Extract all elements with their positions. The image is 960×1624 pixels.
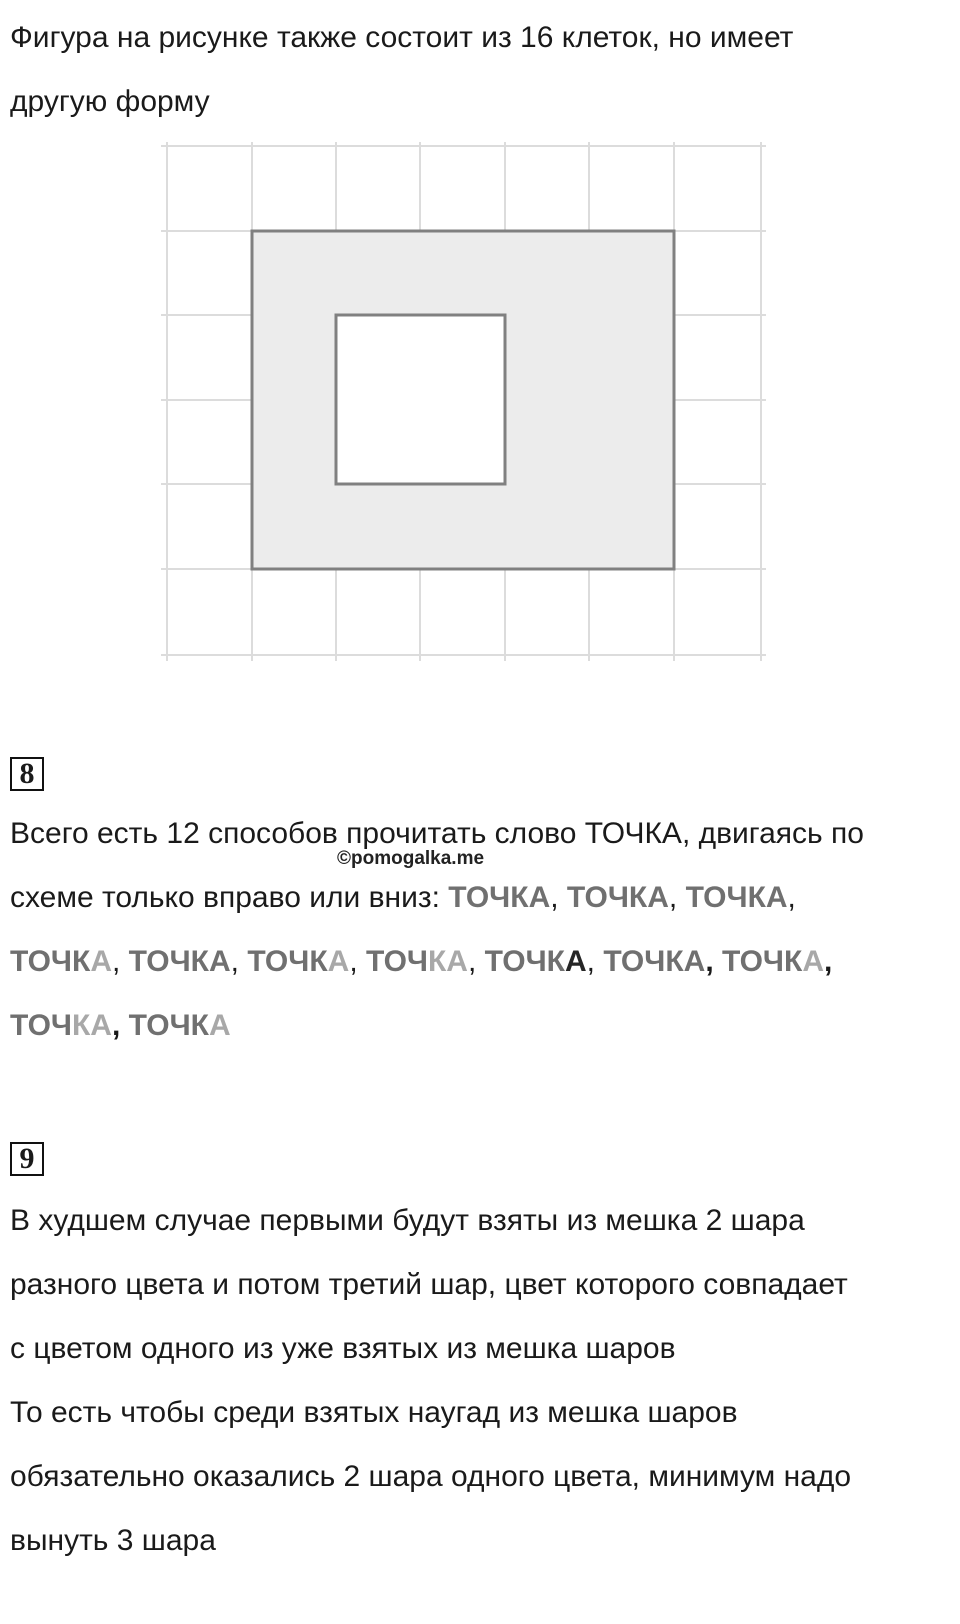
word-8: ТОЧКА [484,945,587,978]
word-5: ТОЧКА [128,945,231,978]
task8-line-3: ТОЧКА, ТОЧКА, ТОЧКА, ТОЧКА, ТОЧКА, ТОЧКА, ТОЧКА, [10,945,833,978]
task9-line-3: с цветом одного из уже взятых из мешка шаров [10,1332,676,1365]
word-9: ТОЧКА [603,945,706,978]
task9-line-2: разного цвета и потом третий шар, цвет которого совпадает [10,1268,848,1301]
word-2: ТОЧКА [566,881,669,914]
word-1: ТОЧКА [448,881,551,914]
task8-line-2: схеме только вправо или вниз: ТОЧКА, ТОЧКА, ТОЧКА, [10,881,796,914]
task9-line-4: То есть чтобы среди взятых наугад из мешка шаров [10,1396,738,1429]
intro-line-1: Фигура на рисунке также состоит из 16 клеток, но имеет [10,21,794,54]
task9-line-1: В худшем случае первыми будут взяты из мешка 2 шара [10,1204,805,1237]
intro-line-2: другую форму [10,85,210,118]
word-10: ТОЧКА [722,945,824,978]
task-number-9: 9 [10,1142,44,1176]
task8-line-4: ТОЧКА, ТОЧКА [10,1009,231,1042]
task8-line-1: Всего есть 12 способов прочитать слово ТОЧКА, двигаясь по [10,817,864,850]
word-4: ТОЧКА [10,945,112,978]
figure-hole [336,315,505,484]
task9-line-6: вынуть 3 шара [10,1524,216,1557]
task-number-8: 8 [10,757,44,791]
word-6: ТОЧКА [247,945,350,978]
task8-line2-prefix: схеме только вправо или вниз: [10,881,449,914]
watermark: ©pomogalka.me [337,848,485,869]
word-3: ТОЧКА [685,881,788,914]
word-11: ТОЧКА [10,1009,112,1042]
task9-line-5: обязательно оказались 2 шара одного цвета, минимум надо [10,1460,852,1493]
word-7: ТОЧКА [366,945,468,978]
grid-figure [0,0,960,700]
word-12: ТОЧКА [128,1009,231,1042]
